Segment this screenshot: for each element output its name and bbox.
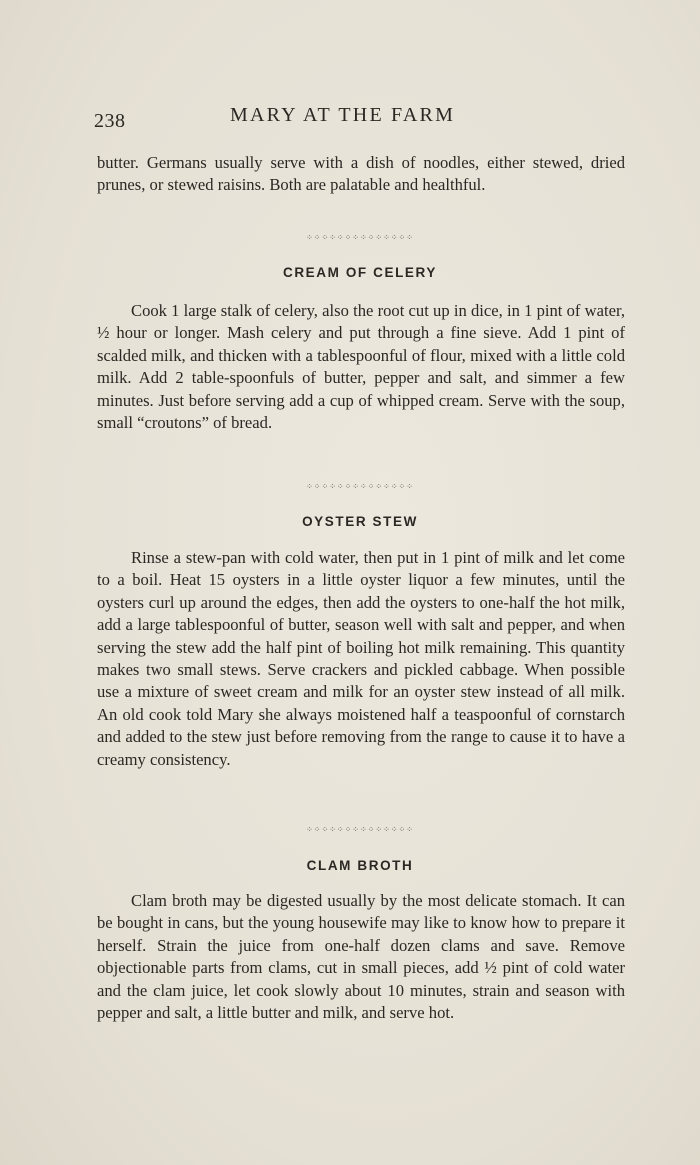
intro-paragraph-block [97,152,625,197]
recipe-body-cream-of-celery-block [97,300,625,434]
section-ornament: ⁘⁘⁘⁘⁘⁘⁘⁘⁘⁘⁘⁘⁘⁘ [306,233,414,242]
recipe-body-cream-of-celery: Cook 1 large stalk of celery, also the root cut up in dice, in 1 pint of water, ½ hour or longer. Mash celery and put through a fine sieve. Add 1 pint of scalded milk, and thicken with a tablespoonful of flour, mixed with a little cold milk. Add 2 table-spoonfuls of butter, pepper and salt, and simmer a few minutes. Just before serving add a cup of whipped cream. Serve with the soup, small “croutons” of bread. [97,301,625,433]
section-ornament: ⁘⁘⁘⁘⁘⁘⁘⁘⁘⁘⁘⁘⁘⁘ [306,825,414,834]
recipe-title-clam-broth: CLAM BROTH [306,858,414,873]
recipe-title-cream-of-celery: CREAM OF CELERY [282,265,437,280]
recipe-body-oyster-stew: Rinse a stew-pan with cold water, then put in 1 pint of milk and let come to a boil. Heat 15 oysters in a little oyster liquor a few minutes, until the oysters curl up around the edges, then add the oysters to one-half the hot milk, add a large tablespoonful of butter, season well with salt and pepper, and when serving the stew add the half pint of boiling hot milk remaining. This quantity makes two small stews. Serve crackers and pickled cabbage. When possible use a mixture of sweet cream and milk for an oyster stew instead of all milk. An old cook told Mary she always moistened half a teaspoonful of cornstarch and added to the stew just before removing from the range to cause it to have a creamy consistency. [97,548,625,769]
running-title: MARY AT THE FARM [230,104,456,126]
page-header [94,102,624,132]
section-ornament: ⁘⁘⁘⁘⁘⁘⁘⁘⁘⁘⁘⁘⁘⁘ [306,482,414,491]
intro-paragraph: butter. Germans usually serve with a dish of noodles, either stewed, dried prunes, or stewed raisins. Both are palatable and healthful. [97,153,625,195]
page-number: 238 [94,110,126,132]
recipe-body-clam-broth: Clam broth may be digested usually by the most delicate stomach. It can be bought in cans, but the young housewife may like to know how to prepare it herself. Strain the juice from one-half dozen clams and save. Remove objectionable parts from clams, cut in small pieces, add ½ pint of cold water and the clam juice, let cook slowly about 10 minutes, strain and season with pepper and salt, a little butter and milk, and serve hot. [97,891,625,1023]
recipe-title-oyster-stew: OYSTER STEW [302,514,418,529]
recipe-body-clam-broth-block [97,890,625,1024]
recipe-body-oyster-stew-block [97,547,625,771]
